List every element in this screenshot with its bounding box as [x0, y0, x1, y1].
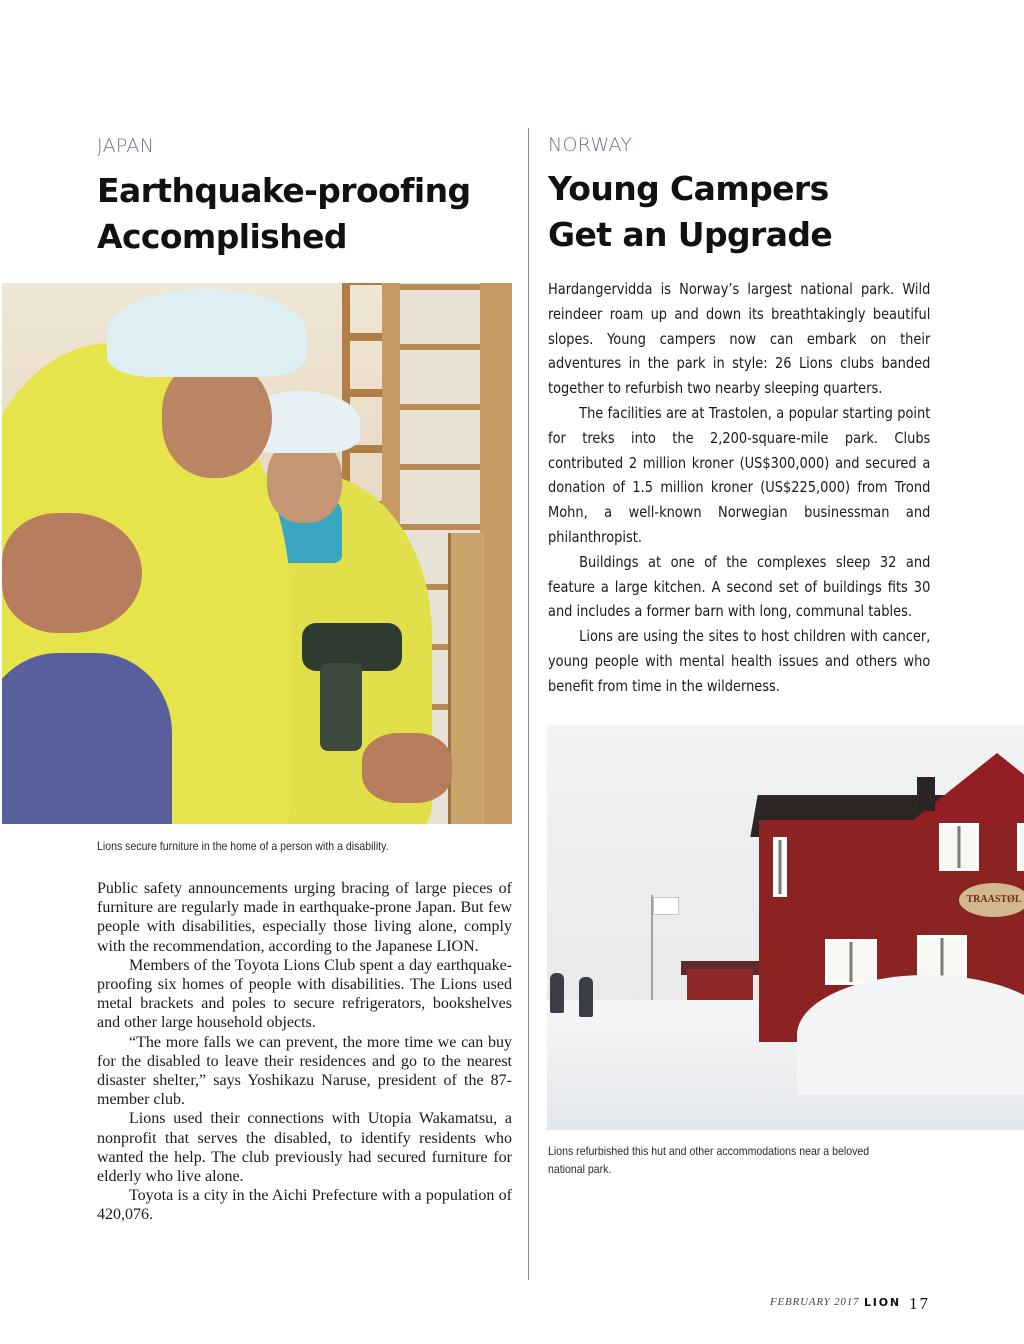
japan-kicker: JAPAN — [97, 135, 155, 157]
hiker-figure — [550, 973, 564, 1013]
japan-headline-line-2: Accomplished — [97, 217, 347, 256]
japan-headline — [97, 168, 471, 260]
japan-photo-caption: Lions secure furniture in the home of a person with a disability. — [97, 839, 389, 853]
norway-kicker: NORWAY — [548, 134, 633, 156]
norway-headline-line-2: Get an Upgrade — [548, 215, 833, 254]
japan-article-body — [97, 879, 512, 1225]
norway-paragraph: Lions are using the sites to host children with cancer, young people with mental health issues and others who benefit from time in the wilderness. — [548, 627, 931, 695]
hut-window — [825, 939, 877, 985]
column-divider — [528, 128, 529, 1280]
lions-flag — [653, 897, 679, 915]
norway-paragraph: The facilities are at Trastolen, a popular starting point for treks into the 2,200-square-mile park. Clubs contributed 2 million kroner (US$300,000) and secured a donation of 1.5 million kroner (US$225,000) from Trond Mohn, a well-known Norwegian businessman and philanthropist. — [548, 403, 931, 546]
japan-paragraph: “The more falls we can prevent, the more time we can buy for the disabled to leave their residences and go to the nearest disaster shelter,” says Yoshikazu Naruse, president of the 87-member club. — [97, 1033, 512, 1109]
norway-paragraph: Hardangervidda is Norway’s largest national park. Wild reindeer roam up and down its breathtakingly beautiful slopes. Young campers now can embark on their adventures in the park in style: 26 Lions clubs banded together to refurbish two nearby sleeping quarters. — [548, 280, 931, 398]
page-number: 17 — [909, 1294, 930, 1313]
japan-headline-line-1: Earthquake-proofing — [97, 171, 471, 210]
norway-headline-line-1: Young Campers — [548, 169, 829, 208]
japan-paragraph: Lions used their connections with Utopia Wakamatsu, a nonprofit that serves the disabled, to identify residents who wanted the help. The club previously had secured furniture for elderly who live alone. — [97, 1110, 512, 1186]
norway-article-body — [548, 277, 930, 699]
japan-paragraph: Toyota is a city in the Aichi Prefecture with a population of 420,076. — [97, 1187, 512, 1224]
hut-window — [1017, 823, 1024, 871]
norway-headline — [548, 166, 832, 258]
footer-magazine-name: LION — [864, 1296, 901, 1309]
chimney — [917, 777, 935, 811]
norway-photo-caption: Lions refurbished this hut and other accommodations near a beloved national park. — [548, 1144, 870, 1176]
japan-paragraph: Members of the Toyota Lions Club spent a day earthquake-proofing six homes of people with disabilities. The Lions used metal brackets and poles to secure refrigerators, bookshelves and other large household objects. — [97, 956, 512, 1032]
hut-window — [939, 823, 979, 871]
hut-name-sign: TRAASTØL — [959, 883, 1024, 917]
hut-window — [773, 837, 787, 897]
japan-paragraph: Public safety announcements urging bracing of large pieces of furniture are regularly made in earthquake-prone Japan. But few people with disabilities, especially those living alone, comply with the recommendation, according to the Japanese LION. — [97, 880, 512, 955]
norway-paragraph: Buildings at one of the complexes sleep 32 and feature a large kitchen. A second set of buildings fits 30 and includes a former barn with long, communal tables. — [548, 552, 931, 621]
footer-issue-date: FEBRUARY 2017 — [770, 1296, 860, 1308]
japan-photo — [2, 283, 512, 824]
hiker-figure — [579, 977, 593, 1017]
norway-photo — [547, 725, 1024, 1130]
